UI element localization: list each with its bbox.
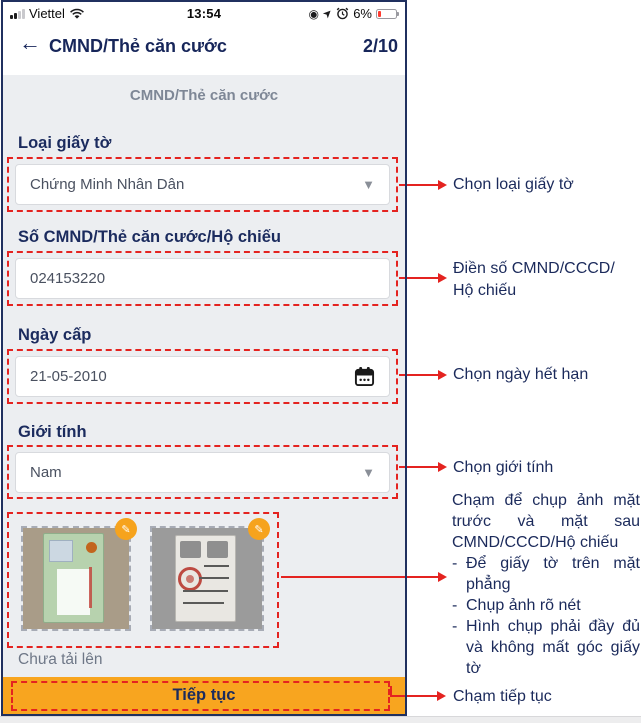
annotation-doc-type: Chọn loại giấy tờ	[453, 176, 574, 193]
chevron-down-icon: ▼	[362, 465, 375, 480]
edit-photo-button-front[interactable]	[115, 518, 137, 540]
alarm-clock-icon	[336, 7, 349, 20]
arrow-issue-date	[399, 374, 439, 376]
id-number-highlight-box	[7, 251, 398, 306]
doc-type-value: Chứng Minh Nhân Dân	[30, 176, 185, 193]
battery-percent-label: 6%	[353, 6, 372, 21]
navigation-arrow-icon: ➤	[320, 6, 336, 22]
arrow-gender	[399, 466, 439, 468]
continue-highlight-box	[11, 681, 390, 711]
annotation-photos-bullet: - Để giấy tờ trên mặt phẳng	[452, 553, 640, 595]
doc-type-highlight-box	[7, 157, 398, 212]
pencil-icon: ✎	[254, 523, 264, 536]
annotation-issue-date: Chọn ngày hết hạn	[453, 366, 589, 383]
annotation-gender: Chọn giới tính	[453, 459, 554, 476]
chevron-down-icon: ▼	[362, 177, 375, 192]
location-services-icon: ◉	[308, 6, 319, 21]
continue-button-label: Tiếp tục	[172, 686, 236, 704]
form-subtitle: CMND/Thẻ căn cước	[129, 87, 279, 104]
status-bar	[3, 2, 405, 25]
back-button[interactable]: ←	[19, 30, 41, 55]
upload-status-text: Chưa tải lên	[18, 651, 103, 668]
annotation-id-number: Điền số CMND/CCCD/ Hộ chiếu	[453, 260, 615, 299]
page-title: CMND/Thẻ căn cước	[49, 36, 227, 56]
annotation-photos-bullet: - Chụp ảnh rõ nét	[452, 595, 640, 616]
clock-time: 13:54	[186, 6, 222, 21]
gender-value: Nam	[30, 464, 62, 481]
arrow-id-number	[399, 277, 439, 279]
step-indicator: 2/10	[362, 36, 398, 56]
wifi-icon	[69, 8, 85, 20]
edit-photo-button-back[interactable]	[248, 518, 270, 540]
bottom-strip	[0, 716, 641, 723]
issue-date-highlight-box	[7, 349, 398, 404]
arrow-doc-type	[399, 184, 439, 186]
arrow-photos	[281, 576, 439, 578]
doc-type-label: Loại giấy tờ	[18, 134, 112, 152]
carrier-label: Viettel	[29, 6, 65, 21]
gender-highlight-box	[7, 445, 398, 499]
battery-icon	[376, 9, 397, 19]
gender-label: Giới tính	[18, 423, 87, 441]
annotation-photos-bullet: - Hình chụp phải đầy đủ và không mất góc giấy tờ	[452, 616, 640, 679]
signal-bars-icon	[10, 9, 25, 19]
pencil-icon: ✎	[121, 523, 131, 536]
annotation-photos-intro: Chạm để chụp ảnh mặt trước và mặt sau CMND/CCCD/Hộ chiếu	[452, 492, 640, 551]
photos-highlight-box	[7, 512, 279, 648]
arrow-submit	[390, 695, 438, 697]
issue-date-label: Ngày cấp	[18, 326, 92, 344]
annotation-photos	[452, 490, 640, 679]
id-number-value: 024153220	[30, 270, 106, 287]
issue-date-value: 21-05-2010	[30, 368, 107, 385]
id-number-label: Số CMND/Thẻ căn cước/Hộ chiếu	[18, 228, 281, 246]
annotation-submit: Chạm tiếp tục	[453, 688, 552, 705]
